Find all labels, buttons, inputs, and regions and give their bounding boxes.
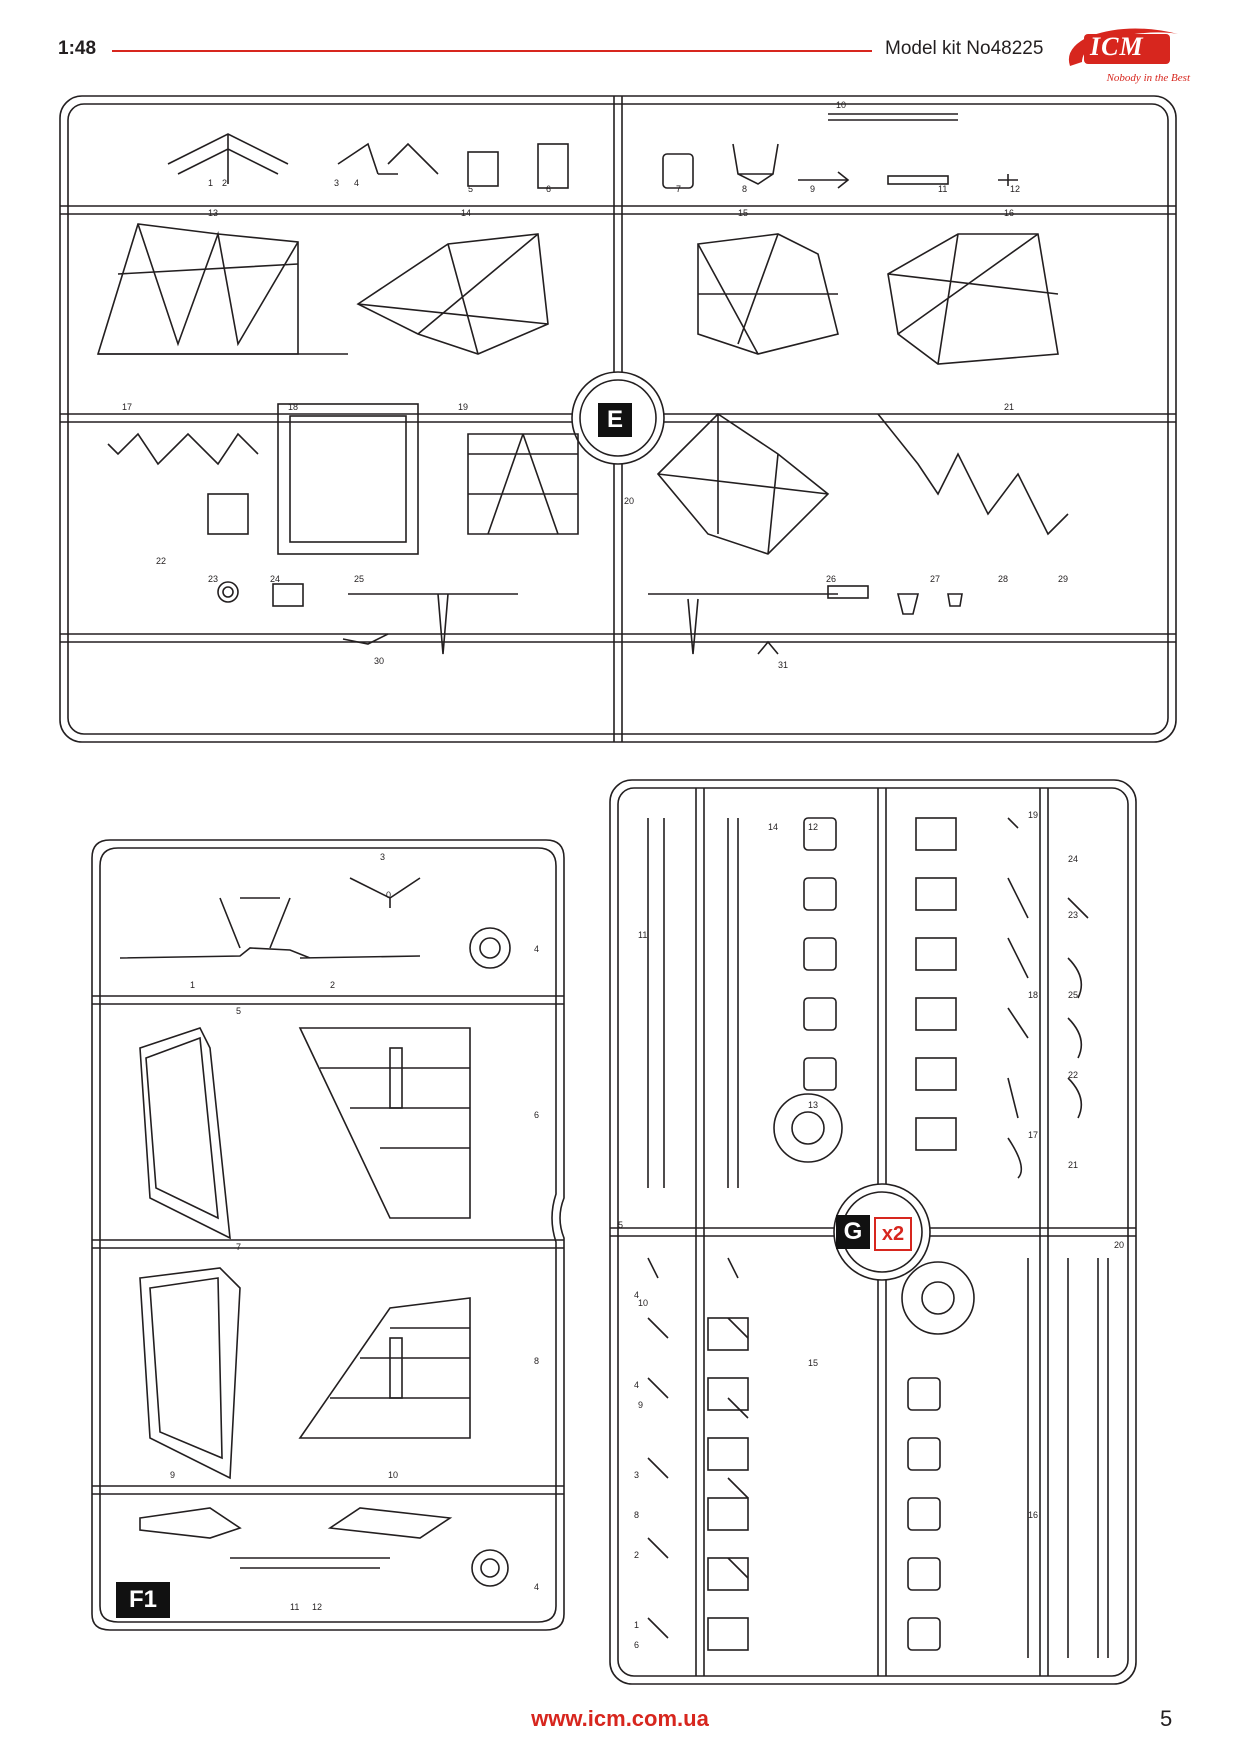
svg-text:1: 1 bbox=[634, 1620, 640, 1630]
svg-text:28: 28 bbox=[998, 574, 1009, 584]
svg-text:2: 2 bbox=[634, 1550, 640, 1560]
svg-text:25: 25 bbox=[354, 574, 365, 584]
svg-text:10: 10 bbox=[638, 1298, 649, 1308]
svg-text:10: 10 bbox=[388, 1470, 399, 1480]
svg-text:8: 8 bbox=[742, 184, 748, 194]
svg-text:25: 25 bbox=[1068, 990, 1079, 1000]
website-link[interactable]: www.icm.com.ua bbox=[531, 1706, 709, 1731]
svg-text:4: 4 bbox=[534, 1582, 540, 1592]
svg-text:2: 2 bbox=[222, 178, 228, 188]
svg-text:29: 29 bbox=[1058, 574, 1069, 584]
svg-text:15: 15 bbox=[808, 1358, 819, 1368]
svg-text:22: 22 bbox=[1068, 1070, 1079, 1080]
svg-text:23: 23 bbox=[1068, 910, 1079, 920]
svg-text:24: 24 bbox=[1068, 854, 1079, 864]
svg-text:9: 9 bbox=[810, 184, 816, 194]
sprue-e-label: E bbox=[598, 403, 632, 437]
sprue-f1-label: F1 bbox=[116, 1582, 170, 1618]
svg-text:8: 8 bbox=[634, 1510, 640, 1520]
svg-text:8: 8 bbox=[534, 1356, 540, 1366]
icm-logo bbox=[1060, 28, 1190, 88]
svg-text:14: 14 bbox=[768, 822, 779, 832]
svg-text:3: 3 bbox=[380, 852, 386, 862]
svg-text:1: 1 bbox=[190, 980, 196, 990]
svg-text:20: 20 bbox=[624, 496, 635, 506]
svg-text:6: 6 bbox=[534, 1110, 540, 1120]
sprue-g bbox=[608, 778, 1138, 1686]
svg-text:11: 11 bbox=[938, 184, 948, 194]
svg-text:9: 9 bbox=[638, 1400, 644, 1410]
logo-slogan: Nobody in the Best bbox=[1106, 72, 1190, 84]
svg-text:10: 10 bbox=[836, 100, 847, 110]
svg-text:31: 31 bbox=[778, 660, 789, 670]
svg-text:18: 18 bbox=[288, 402, 299, 412]
svg-text:4: 4 bbox=[534, 944, 540, 954]
svg-text:2: 2 bbox=[330, 980, 336, 990]
sprue-g-drawing bbox=[608, 778, 1138, 1686]
svg-text:17: 17 bbox=[122, 402, 133, 412]
svg-text:7: 7 bbox=[676, 184, 682, 194]
sprue-f1-drawing bbox=[90, 838, 566, 1632]
svg-text:3: 3 bbox=[634, 1470, 640, 1480]
svg-text:6: 6 bbox=[634, 1640, 640, 1650]
svg-text:21: 21 bbox=[1068, 1160, 1079, 1170]
sprue-g-label: G bbox=[836, 1215, 870, 1249]
svg-text:26: 26 bbox=[826, 574, 837, 584]
svg-text:18: 18 bbox=[1028, 990, 1039, 1000]
svg-text:30: 30 bbox=[374, 656, 385, 666]
svg-text:13: 13 bbox=[208, 208, 219, 218]
svg-text:24: 24 bbox=[270, 574, 281, 584]
svg-text:13: 13 bbox=[808, 1100, 819, 1110]
svg-text:4: 4 bbox=[634, 1290, 640, 1300]
kit-number: Model kit No48225 bbox=[885, 38, 1044, 59]
svg-text:19: 19 bbox=[458, 402, 469, 412]
header-rule bbox=[112, 50, 872, 52]
sprue-f1 bbox=[90, 838, 566, 1632]
svg-text:16: 16 bbox=[1028, 1510, 1039, 1520]
svg-text:6: 6 bbox=[546, 184, 552, 194]
svg-text:5: 5 bbox=[618, 1220, 624, 1230]
logo-text: ICM bbox=[1090, 32, 1144, 61]
svg-text:0: 0 bbox=[386, 890, 392, 900]
svg-text:12: 12 bbox=[808, 822, 819, 832]
svg-text:1: 1 bbox=[208, 178, 214, 188]
svg-text:7: 7 bbox=[236, 1242, 242, 1252]
svg-text:19: 19 bbox=[1028, 810, 1039, 820]
scale-label: 1:48 bbox=[58, 38, 97, 59]
svg-text:4: 4 bbox=[354, 178, 360, 188]
svg-text:12: 12 bbox=[312, 1602, 323, 1612]
svg-text:5: 5 bbox=[236, 1006, 242, 1016]
svg-text:9: 9 bbox=[170, 1470, 176, 1480]
svg-text:16: 16 bbox=[1004, 208, 1015, 218]
svg-text:4: 4 bbox=[634, 1380, 640, 1390]
svg-text:15: 15 bbox=[738, 208, 749, 218]
svg-text:20: 20 bbox=[1114, 1240, 1125, 1250]
svg-text:21: 21 bbox=[1004, 402, 1015, 412]
svg-text:3: 3 bbox=[334, 178, 340, 188]
svg-text:12: 12 bbox=[1010, 184, 1021, 194]
svg-text:27: 27 bbox=[930, 574, 941, 584]
svg-text:11: 11 bbox=[638, 930, 648, 940]
svg-text:14: 14 bbox=[461, 208, 472, 218]
svg-text:17: 17 bbox=[1028, 1130, 1039, 1140]
sprue-g-multiplier: x2 bbox=[874, 1217, 912, 1251]
page-number: 5 bbox=[1160, 1706, 1173, 1731]
svg-text:23: 23 bbox=[208, 574, 219, 584]
svg-text:11: 11 bbox=[290, 1602, 300, 1612]
svg-text:5: 5 bbox=[468, 184, 474, 194]
svg-text:22: 22 bbox=[156, 556, 167, 566]
